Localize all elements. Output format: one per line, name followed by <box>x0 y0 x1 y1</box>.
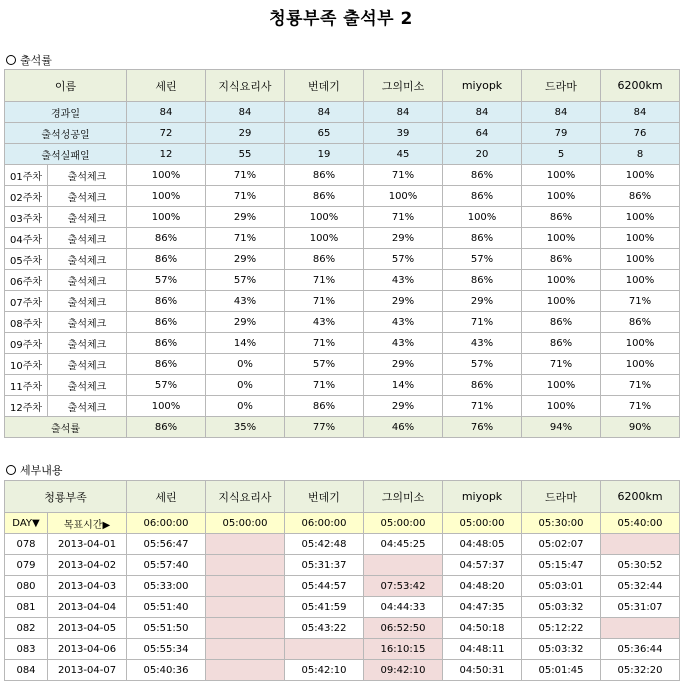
details-section-title: 세부내용 <box>20 464 63 477</box>
week-row <box>5 207 680 228</box>
week-rate-cell: 71% <box>285 333 364 354</box>
week-row <box>5 396 680 417</box>
stat-label-cell: 출석실패일 <box>5 144 127 165</box>
check-label-cell: 출석체크 <box>48 249 127 270</box>
week-rate-cell: 57% <box>364 249 443 270</box>
circle-bullet-icon <box>6 465 16 475</box>
stat-value-cell: 84 <box>443 102 522 123</box>
stat-value-cell: 12 <box>127 144 206 165</box>
date-cell: 2013-04-02 <box>48 555 127 576</box>
week-label-cell: 05주차 <box>5 249 48 270</box>
stat-value-cell: 79 <box>522 123 601 144</box>
target-label-cell: 목표시간▶ <box>48 513 127 534</box>
week-rate-cell: 43% <box>364 312 443 333</box>
week-rate-cell: 86% <box>443 165 522 186</box>
attendance-section-heading <box>6 52 52 68</box>
total-rate-cell: 86% <box>127 417 206 438</box>
week-rate-cell: 29% <box>206 312 285 333</box>
week-rate-cell: 86% <box>443 228 522 249</box>
target-time-cell: 05:40:00 <box>601 513 680 534</box>
day-number-cell: 079 <box>5 555 48 576</box>
day-number-cell: 078 <box>5 534 48 555</box>
week-rate-cell: 43% <box>364 333 443 354</box>
week-rate-cell: 71% <box>601 291 680 312</box>
week-row <box>5 312 680 333</box>
week-rate-cell: 86% <box>285 165 364 186</box>
week-rate-cell: 100% <box>601 249 680 270</box>
target-time-cell: 05:00:00 <box>364 513 443 534</box>
checkin-time-cell: 05:31:07 <box>601 597 680 618</box>
week-rate-cell: 100% <box>522 270 601 291</box>
week-rate-cell: 100% <box>601 228 680 249</box>
check-label-cell: 출석체크 <box>48 312 127 333</box>
checkin-time-cell: 05:30:52 <box>601 555 680 576</box>
member-header-cell: 세린 <box>127 481 206 513</box>
week-rate-cell: 100% <box>601 354 680 375</box>
week-rate-cell: 86% <box>522 312 601 333</box>
day-row <box>5 618 680 639</box>
week-rate-cell: 100% <box>522 291 601 312</box>
day-row <box>5 534 680 555</box>
member-header-cell: 6200km <box>601 70 680 102</box>
tribe-header-cell: 청룡부족 <box>5 481 127 513</box>
checkin-time-cell: 05:41:59 <box>285 597 364 618</box>
member-header-cell: 번데기 <box>285 70 364 102</box>
date-cell: 2013-04-05 <box>48 618 127 639</box>
stat-label-cell: 경과일 <box>5 102 127 123</box>
week-rate-cell: 0% <box>206 396 285 417</box>
member-header-cell: 지식요리사 <box>206 70 285 102</box>
total-rate-cell: 77% <box>285 417 364 438</box>
stat-value-cell: 55 <box>206 144 285 165</box>
date-cell: 2013-04-03 <box>48 576 127 597</box>
check-label-cell: 출석체크 <box>48 333 127 354</box>
week-rate-cell: 100% <box>285 228 364 249</box>
week-rate-cell: 86% <box>127 354 206 375</box>
week-label-cell: 07주차 <box>5 291 48 312</box>
member-header-cell: miyopk <box>443 481 522 513</box>
week-rate-cell: 86% <box>127 291 206 312</box>
week-rate-cell: 14% <box>364 375 443 396</box>
week-row <box>5 270 680 291</box>
week-rate-cell: 86% <box>601 186 680 207</box>
day-row <box>5 660 680 681</box>
checkin-time-cell: 05:12:22 <box>522 618 601 639</box>
week-row <box>5 354 680 375</box>
member-header-cell: 그의미소 <box>364 70 443 102</box>
week-label-cell: 03주차 <box>5 207 48 228</box>
date-cell: 2013-04-07 <box>48 660 127 681</box>
week-rate-cell: 29% <box>443 291 522 312</box>
week-label-cell: 10주차 <box>5 354 48 375</box>
day-row <box>5 576 680 597</box>
target-time-cell: 06:00:00 <box>127 513 206 534</box>
page-title: 청룡부족 출석부 2 <box>269 9 413 29</box>
attendance-section-title: 출석률 <box>20 54 52 67</box>
checkin-time-cell <box>601 618 680 639</box>
circle-bullet-icon <box>6 55 16 65</box>
week-row <box>5 228 680 249</box>
stat-value-cell: 45 <box>364 144 443 165</box>
week-rate-cell: 0% <box>206 354 285 375</box>
stat-label-cell: 출석성공일 <box>5 123 127 144</box>
week-rate-cell: 100% <box>601 165 680 186</box>
member-header-cell: 6200km <box>601 481 680 513</box>
member-header-cell: 지식요리사 <box>206 481 285 513</box>
checkin-time-cell: 04:50:18 <box>443 618 522 639</box>
target-time-row <box>5 513 680 534</box>
stat-value-cell: 84 <box>285 102 364 123</box>
check-label-cell: 출석체크 <box>48 186 127 207</box>
stat-value-cell: 76 <box>601 123 680 144</box>
stat-row <box>5 144 680 165</box>
week-rate-cell: 29% <box>364 291 443 312</box>
details-header-row <box>5 481 680 513</box>
checkin-time-cell: 09:42:10 <box>364 660 443 681</box>
week-label-cell: 02주차 <box>5 186 48 207</box>
week-row <box>5 333 680 354</box>
check-label-cell: 출석체크 <box>48 207 127 228</box>
week-rate-cell: 57% <box>206 270 285 291</box>
checkin-time-cell: 04:44:33 <box>364 597 443 618</box>
checkin-time-cell: 04:45:25 <box>364 534 443 555</box>
stat-value-cell: 84 <box>522 102 601 123</box>
details-section-heading <box>6 462 63 478</box>
week-rate-cell: 100% <box>522 165 601 186</box>
details-table <box>4 480 680 681</box>
week-rate-cell: 43% <box>206 291 285 312</box>
stat-value-cell: 84 <box>601 102 680 123</box>
total-rate-cell: 90% <box>601 417 680 438</box>
day-number-cell: 084 <box>5 660 48 681</box>
week-rate-cell: 14% <box>206 333 285 354</box>
date-cell: 2013-04-01 <box>48 534 127 555</box>
checkin-time-cell: 05:55:34 <box>127 639 206 660</box>
week-rate-cell: 100% <box>522 186 601 207</box>
date-cell: 2013-04-06 <box>48 639 127 660</box>
week-rate-cell: 71% <box>364 165 443 186</box>
day-row <box>5 555 680 576</box>
week-rate-cell: 71% <box>443 396 522 417</box>
week-rate-cell: 71% <box>206 186 285 207</box>
week-rate-cell: 43% <box>443 333 522 354</box>
checkin-time-cell: 04:57:37 <box>443 555 522 576</box>
total-rate-cell: 76% <box>443 417 522 438</box>
week-rate-cell: 57% <box>285 354 364 375</box>
day-row <box>5 597 680 618</box>
week-row <box>5 291 680 312</box>
week-rate-cell: 29% <box>364 354 443 375</box>
checkin-time-cell: 05:56:47 <box>127 534 206 555</box>
week-row <box>5 165 680 186</box>
checkin-time-cell <box>206 660 285 681</box>
check-label-cell: 출석체크 <box>48 396 127 417</box>
member-header-cell: 그의미소 <box>364 481 443 513</box>
week-rate-cell: 86% <box>443 270 522 291</box>
week-rate-cell: 57% <box>443 354 522 375</box>
checkin-time-cell: 05:03:32 <box>522 597 601 618</box>
checkin-time-cell: 16:10:15 <box>364 639 443 660</box>
check-label-cell: 출석체크 <box>48 291 127 312</box>
week-label-cell: 09주차 <box>5 333 48 354</box>
attendance-table <box>4 69 680 438</box>
week-rate-cell: 29% <box>364 228 443 249</box>
week-rate-cell: 86% <box>522 207 601 228</box>
week-rate-cell: 86% <box>285 186 364 207</box>
week-rate-cell: 71% <box>285 270 364 291</box>
checkin-time-cell <box>206 639 285 660</box>
stat-value-cell: 64 <box>443 123 522 144</box>
week-rate-cell: 57% <box>443 249 522 270</box>
week-rate-cell: 71% <box>285 291 364 312</box>
member-header-cell: 드라마 <box>522 481 601 513</box>
week-label-cell: 08주차 <box>5 312 48 333</box>
week-label-cell: 12주차 <box>5 396 48 417</box>
week-rate-cell: 71% <box>206 228 285 249</box>
checkin-time-cell: 07:53:42 <box>364 576 443 597</box>
check-label-cell: 출석체크 <box>48 375 127 396</box>
week-rate-cell: 71% <box>364 207 443 228</box>
week-rate-cell: 86% <box>285 396 364 417</box>
checkin-time-cell: 05:42:10 <box>285 660 364 681</box>
checkin-time-cell: 05:03:01 <box>522 576 601 597</box>
checkin-time-cell: 05:51:40 <box>127 597 206 618</box>
attendance-total-row <box>5 417 680 438</box>
week-rate-cell: 71% <box>443 312 522 333</box>
checkin-time-cell: 05:15:47 <box>522 555 601 576</box>
member-header-cell: 번데기 <box>285 481 364 513</box>
day-number-cell: 082 <box>5 618 48 639</box>
week-rate-cell: 100% <box>601 333 680 354</box>
week-rate-cell: 100% <box>443 207 522 228</box>
week-rate-cell: 71% <box>601 375 680 396</box>
week-row <box>5 375 680 396</box>
checkin-time-cell: 04:48:20 <box>443 576 522 597</box>
checkin-time-cell: 06:52:50 <box>364 618 443 639</box>
week-rate-cell: 86% <box>443 375 522 396</box>
checkin-time-cell: 05:02:07 <box>522 534 601 555</box>
checkin-time-cell: 05:42:48 <box>285 534 364 555</box>
member-header-cell: 세린 <box>127 70 206 102</box>
stat-row <box>5 123 680 144</box>
name-header-cell: 이름 <box>5 70 127 102</box>
week-rate-cell: 71% <box>206 165 285 186</box>
day-row <box>5 639 680 660</box>
week-rate-cell: 100% <box>285 207 364 228</box>
checkin-time-cell: 05:40:36 <box>127 660 206 681</box>
week-rate-cell: 71% <box>522 354 601 375</box>
checkin-time-cell <box>206 534 285 555</box>
week-rate-cell: 86% <box>127 249 206 270</box>
day-number-cell: 083 <box>5 639 48 660</box>
week-rate-cell: 86% <box>127 333 206 354</box>
week-rate-cell: 100% <box>364 186 443 207</box>
checkin-time-cell: 04:48:11 <box>443 639 522 660</box>
week-row <box>5 186 680 207</box>
target-time-cell: 05:30:00 <box>522 513 601 534</box>
stat-value-cell: 8 <box>601 144 680 165</box>
week-rate-cell: 86% <box>601 312 680 333</box>
week-label-cell: 04주차 <box>5 228 48 249</box>
stat-value-cell: 84 <box>364 102 443 123</box>
checkin-time-cell: 05:57:40 <box>127 555 206 576</box>
member-header-cell: miyopk <box>443 70 522 102</box>
stat-value-cell: 84 <box>206 102 285 123</box>
total-rate-cell: 94% <box>522 417 601 438</box>
stat-value-cell: 72 <box>127 123 206 144</box>
check-label-cell: 출석체크 <box>48 165 127 186</box>
stat-row <box>5 102 680 123</box>
week-rate-cell: 100% <box>522 228 601 249</box>
checkin-time-cell <box>206 597 285 618</box>
day-label-cell: DAY▼ <box>5 513 48 534</box>
week-rate-cell: 86% <box>522 249 601 270</box>
target-time-cell: 05:00:00 <box>443 513 522 534</box>
week-rate-cell: 100% <box>127 207 206 228</box>
week-rate-cell: 57% <box>127 270 206 291</box>
checkin-time-cell <box>206 555 285 576</box>
week-rate-cell: 86% <box>127 312 206 333</box>
stat-value-cell: 29 <box>206 123 285 144</box>
checkin-time-cell <box>206 618 285 639</box>
checkin-time-cell: 05:31:37 <box>285 555 364 576</box>
week-label-cell: 06주차 <box>5 270 48 291</box>
day-number-cell: 080 <box>5 576 48 597</box>
week-rate-cell: 100% <box>601 207 680 228</box>
week-rate-cell: 100% <box>127 186 206 207</box>
checkin-time-cell: 04:48:05 <box>443 534 522 555</box>
checkin-time-cell: 05:44:57 <box>285 576 364 597</box>
week-rate-cell: 100% <box>127 396 206 417</box>
week-rate-cell: 100% <box>601 270 680 291</box>
week-rate-cell: 29% <box>364 396 443 417</box>
stat-value-cell: 39 <box>364 123 443 144</box>
checkin-time-cell <box>285 639 364 660</box>
stat-value-cell: 84 <box>127 102 206 123</box>
stat-value-cell: 5 <box>522 144 601 165</box>
checkin-time-cell: 05:36:44 <box>601 639 680 660</box>
checkin-time-cell: 05:51:50 <box>127 618 206 639</box>
total-rate-cell: 35% <box>206 417 285 438</box>
week-rate-cell: 86% <box>127 228 206 249</box>
week-rate-cell: 100% <box>522 396 601 417</box>
week-row <box>5 249 680 270</box>
week-label-cell: 01주차 <box>5 165 48 186</box>
checkin-time-cell: 05:32:20 <box>601 660 680 681</box>
total-label-cell: 출석률 <box>5 417 127 438</box>
checkin-time-cell: 05:03:32 <box>522 639 601 660</box>
week-rate-cell: 71% <box>601 396 680 417</box>
checkin-time-cell: 05:32:44 <box>601 576 680 597</box>
check-label-cell: 출석체크 <box>48 228 127 249</box>
checkin-time-cell: 05:01:45 <box>522 660 601 681</box>
checkin-time-cell <box>206 576 285 597</box>
check-label-cell: 출석체크 <box>48 270 127 291</box>
target-time-cell: 06:00:00 <box>285 513 364 534</box>
checkin-time-cell: 04:50:31 <box>443 660 522 681</box>
date-cell: 2013-04-04 <box>48 597 127 618</box>
checkin-time-cell <box>601 534 680 555</box>
checkin-time-cell: 05:43:22 <box>285 618 364 639</box>
target-time-cell: 05:00:00 <box>206 513 285 534</box>
week-rate-cell: 100% <box>522 375 601 396</box>
checkin-time-cell: 05:33:00 <box>127 576 206 597</box>
day-number-cell: 081 <box>5 597 48 618</box>
checkin-time-cell <box>364 555 443 576</box>
week-rate-cell: 43% <box>285 312 364 333</box>
stat-value-cell: 19 <box>285 144 364 165</box>
week-rate-cell: 100% <box>127 165 206 186</box>
stat-value-cell: 20 <box>443 144 522 165</box>
week-rate-cell: 86% <box>285 249 364 270</box>
week-rate-cell: 29% <box>206 249 285 270</box>
stat-value-cell: 65 <box>285 123 364 144</box>
check-label-cell: 출석체크 <box>48 354 127 375</box>
week-label-cell: 11주차 <box>5 375 48 396</box>
member-header-cell: 드라마 <box>522 70 601 102</box>
week-rate-cell: 0% <box>206 375 285 396</box>
week-rate-cell: 29% <box>206 207 285 228</box>
attendance-header-row <box>5 70 680 102</box>
week-rate-cell: 57% <box>127 375 206 396</box>
week-rate-cell: 86% <box>522 333 601 354</box>
week-rate-cell: 43% <box>364 270 443 291</box>
week-rate-cell: 71% <box>285 375 364 396</box>
total-rate-cell: 46% <box>364 417 443 438</box>
checkin-time-cell: 04:47:35 <box>443 597 522 618</box>
week-rate-cell: 86% <box>443 186 522 207</box>
